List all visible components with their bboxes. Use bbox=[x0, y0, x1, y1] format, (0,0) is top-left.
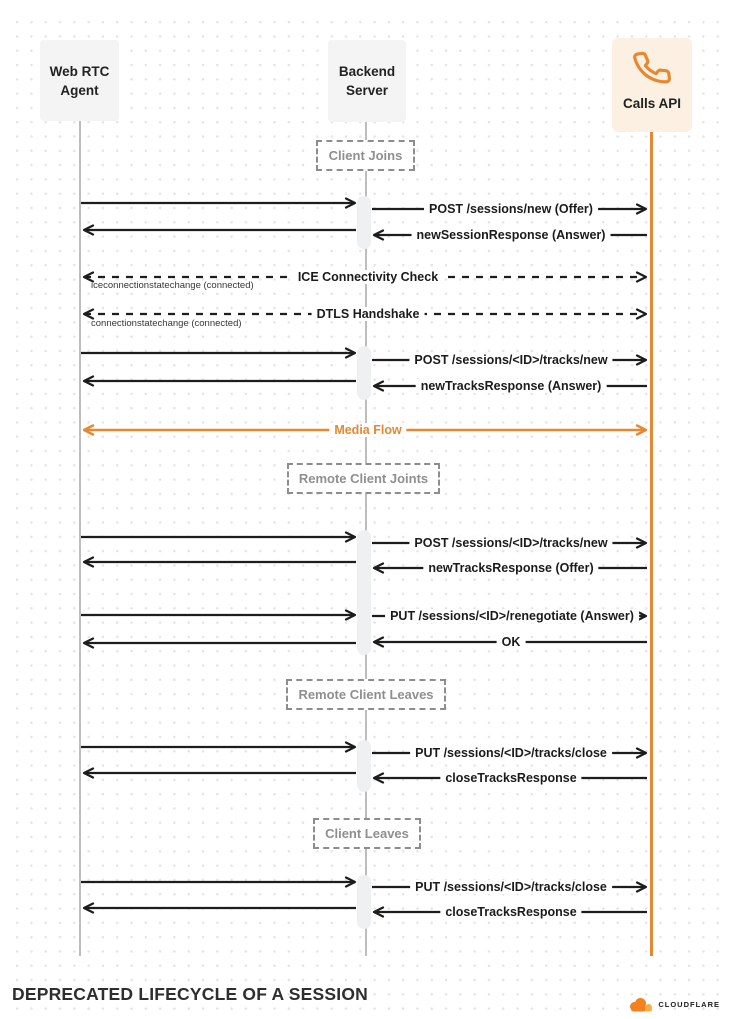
actor-label: Agent bbox=[60, 82, 99, 98]
activation-bar bbox=[357, 740, 371, 792]
activation-bar bbox=[357, 875, 371, 929]
message-label: PUT /sessions/<ID>/tracks/close bbox=[410, 746, 612, 760]
actor-backend-server bbox=[328, 40, 406, 122]
media-flow-label: Media Flow bbox=[329, 423, 406, 437]
phone-icon bbox=[633, 49, 671, 87]
message-label: POST /sessions/<ID>/tracks/new bbox=[409, 536, 612, 550]
phase-remote-client-leaves: Remote Client Leaves bbox=[286, 679, 446, 710]
cloudflare-cloud-icon bbox=[627, 996, 655, 1013]
actor-label: Calls API bbox=[622, 96, 682, 111]
diagram-title: DEPRECATED LIFECYCLE OF A SESSION bbox=[12, 984, 368, 1004]
phase-client-leaves: Client Leaves bbox=[313, 818, 421, 849]
event-sublabel: connectionstatechange (connected) bbox=[91, 318, 242, 329]
actor-label: Server bbox=[345, 83, 389, 98]
cloudflare-logo bbox=[627, 996, 720, 1013]
activation-bar bbox=[357, 196, 371, 249]
message-label: newSessionResponse (Answer) bbox=[412, 228, 611, 242]
event-sublabel: iceconnectionstatechange (connected) bbox=[91, 280, 254, 291]
message-label: DTLS Handshake bbox=[312, 307, 425, 321]
message-label: closeTracksResponse bbox=[440, 905, 581, 919]
message-label: PUT /sessions/<ID>/tracks/close bbox=[410, 880, 612, 894]
phase-remote-client-joints: Remote Client Joints bbox=[287, 463, 440, 494]
lifeline-calls-api bbox=[650, 120, 653, 956]
message-label: POST /sessions/<ID>/tracks/new bbox=[409, 353, 612, 367]
message-label: POST /sessions/new (Offer) bbox=[424, 202, 598, 216]
lifeline-web-rtc-agent bbox=[79, 120, 81, 956]
actor-label: Backend bbox=[338, 64, 396, 79]
activation-bar bbox=[357, 346, 371, 400]
actor-web-rtc-agent bbox=[40, 40, 119, 121]
cloudflare-wordmark: CLOUDFLARE bbox=[658, 1000, 720, 1009]
message-label: PUT /sessions/<ID>/renegotiate (Answer) bbox=[385, 609, 639, 623]
actor-label: Web RTC bbox=[49, 63, 110, 79]
message-label: newTracksResponse (Answer) bbox=[416, 379, 607, 393]
message-label: OK bbox=[497, 635, 526, 649]
actor-calls-api bbox=[612, 38, 692, 132]
message-label: newTracksResponse (Offer) bbox=[423, 561, 598, 575]
phase-client-joins: Client Joins bbox=[316, 140, 415, 171]
message-label: closeTracksResponse bbox=[440, 771, 581, 785]
message-label: ICE Connectivity Check bbox=[293, 270, 443, 284]
activation-bar bbox=[357, 530, 371, 655]
